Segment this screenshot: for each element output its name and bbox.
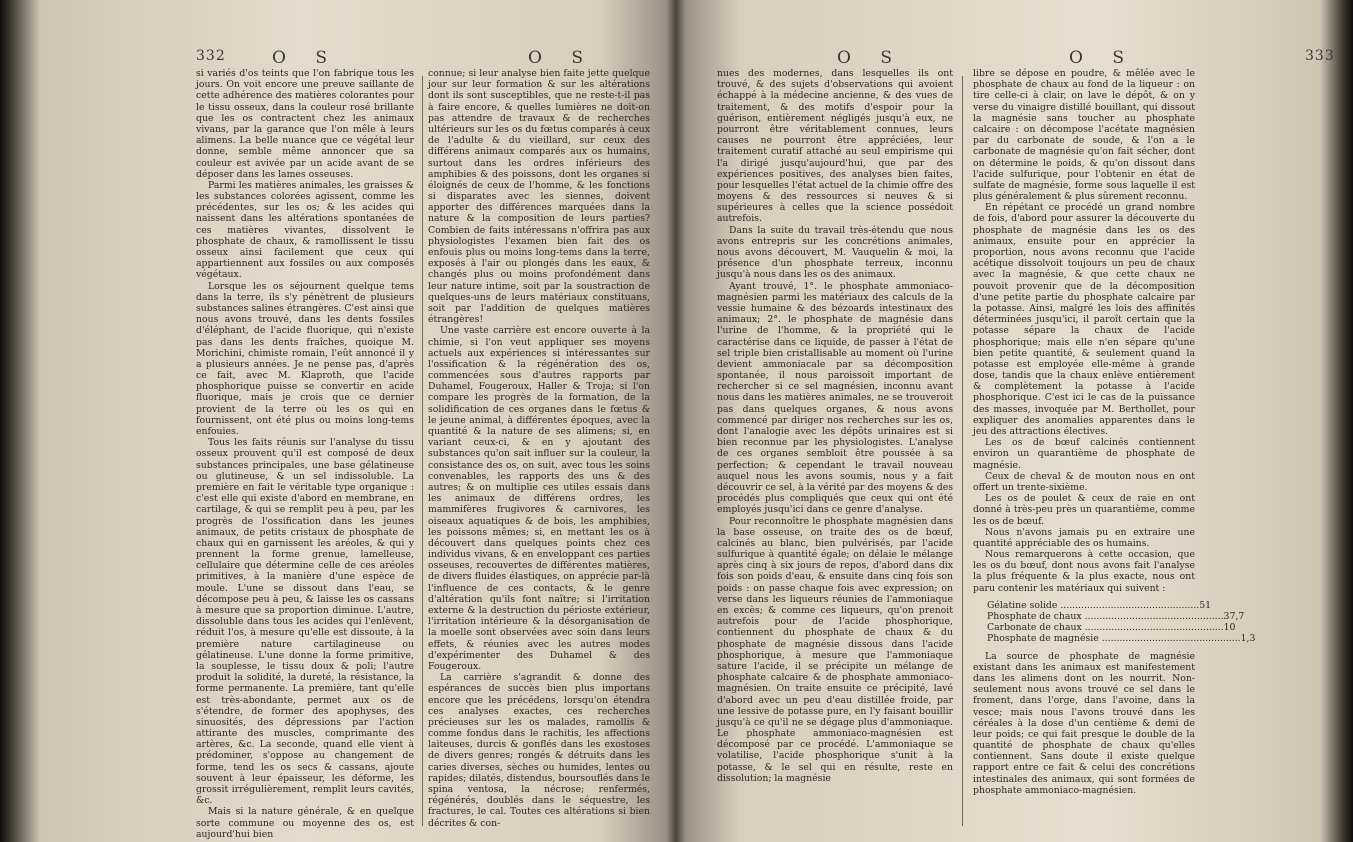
right-column-1 (717, 68, 953, 838)
paragraph: Mais si la nature générale, & en quelque sorte commune ou moyenne des os, est aujourd'hui bien (196, 806, 414, 840)
right-page (677, 40, 1353, 840)
left-column-1 (196, 68, 414, 838)
paragraph: Les os de bœuf calcinés contiennent environ un quarantième de phosphate de magnésie. (973, 437, 1195, 471)
table-value: 51 (1199, 599, 1212, 611)
paragraph: si variés d'os teints que l'on fabrique tous les jours. On voit encore une preuve saillante de cette adhérence des matières colorantes pour le tissu osseux, dans la couleur rosé brillante que les os contractent chez les animaux vivans, par la garance que l'on mêle à leurs alimens. La belle nuance que ce végétal leur donne, semble même annoncer que sa couleur est avivée par un acide avant de se déposer dans les lames osseuses. (196, 68, 414, 180)
column-divider-left (422, 76, 423, 826)
paragraph: Lorsque les os séjournent quelque tems dans la terre, ils s'y pénètrent de plusieurs substances salines étrangères. C'est ainsi que nous avons trouvé, dans les dents fossiles d'éléphant, de l'acide fluorique, qui n'existe pas dans les dents fraîches, quoique M. Morichini, chimiste romain, l'eût annoncé il y a plusieurs années. Je ne pense pas, d'après ce fait, avec M. Klaproth, que l'acide phosphorique puisse se convertir en acide fluorique, mais je crois que ce dernier provient de la terre où les os qui en fournissent, ont été plus ou moins long-tems enfouies. (196, 280, 414, 437)
paragraph: Ceux de cheval & de mouton nous en ont offert un trente-sixième. (973, 470, 1195, 493)
paragraph: Nous n'avons jamais pu en extraire une quantité appréciable des os humains. (973, 526, 1195, 549)
right-headword-inner: O S (837, 48, 904, 68)
column-divider-right (962, 76, 963, 826)
table-value: 1,3 (1240, 633, 1256, 645)
paragraph: La source de phosphate de magnésie existant dans les animaux est manifestement dans les alimens dont on les nourrit. Non-seulement nous avons trouvé ce sel dans le froment, dans l'orge, dans l'avoine, dans la vesce; mais nous l'avons trouvé dans les céréales à la dose d'un centième & demi de leur poids; ce qui fait presque le double de la quantité de phosphate de chaux qu'elles contiennent. Sans doute il existe quelque rapport entre ce fait & celui des concrétions intestinales des animaux, qui sont formées de phosphate ammoniaco-magnésien. (973, 650, 1195, 796)
paragraph: Tous les faits réunis sur l'analyse du tissu osseux prouvent qu'il est composé de deux substances principales, une base gélatineuse ou glutineuse, & un sel indissoluble. La première en fait le véritable type organique : c'est elle qui existe d'abord en membrane, en cartilage, & qui se remplit peu à peu, par les progrès de l'ossification dans les jeunes animaux, de petits cristaux de phosphate de chaux qui en garnissent les aréoles, & qui y prennent la forme grenue, lamelleuse, cellulaire que détermine celle de ces aréoles primitives, à la manière d'une espèce de moule. L'une se dissout dans l'eau, se décompose peu à peu, & laisse les os cassans à mesure que sa proportion diminue. L'autre, dissoluble dans tous les acides qui l'enlèvent, réduit l'os, à mesure qu'elle est dissoute, à la première nature cartilagineuse ou gélatineuse. L'une donne la forme primitive, la souplesse, le tissu doux & poli; l'autre produit la solidité, la dureté, la résistance, la forme permanente. La première, tant qu'elle est très-abondante, permet aux os de s'étendre, de former des apophyses, des sinuosités, des dépressions par l'action attirante des muscles, comprimante des artères, &c. La seconde, quand elle vient à prédominer, s'oppose au changement de forme, tend les os secs & cassans, ajoute souvent à leur épaisseur, les déforme, les grossit irrégulièrement, remplit leurs cavités, &c. (196, 437, 414, 807)
paragraph: nues des modernes, dans lesquelles ils ont trouvé, & des sujets d'observations qui avoient échappé à la médecine ancienne, & des vues de traitement, & des motifs d'espoir pour la guérison, entièrement négligés jusqu'à eux, ne pourront être véritablement connues, leurs causes ne pourront être appréciées, leur traitement curatif attaché au seul empirisme qui l'a dirigé jusqu'aujourd'hui, que par des expériences positives, des analyses bien faites, pour lesquelles l'état actuel de la chimie offre des moyens & des ressources si neuves & si supérieures à celles que la science possédoit autrefois. (717, 68, 953, 225)
left-headword-inner: O S (528, 48, 595, 68)
table-row (987, 633, 1256, 645)
right-headword-outer: O S (1069, 48, 1136, 68)
table-label: Carbonate de chaux ..... (987, 622, 1224, 633)
table-value: 37,7 (1223, 611, 1245, 622)
paragraph: Parmi les matières animales, les graisses & les substances colorées agissent, comme les précédentes, sur les os; & les acides qui naissent dans les altérations spontanées de ces matières vivantes, dissolvent le phosphate de chaux, & ramollissent le tissu osseux ainsi facilement que ceux qui appartiennent aux fossiles ou aux composés végétaux. (196, 179, 414, 281)
composition-table (987, 599, 1256, 645)
paragraph: libre se dépose en poudre, & mêlée avec le phosphate de chaux au fond de la liqueur : on tire celle-ci à clair, on lave le dépôt, & on y verse du vinaigre distillé bouillant, qui dissout la magnésie sans toucher au phosphate calcaire : on décompose l'acétate magnésien par du carbonate de soude, & l'on a le carbonate de magnésie qu'on fait sécher, dont on détermine le poids, & qu'on dissout dans l'acide sulfurique, pour l'obtenir en état de sulfate de magnésie, forme sous laquelle il est plus généralement & plus sûrement reconnu. (973, 68, 1195, 203)
paragraph: Ayant trouvé, 1°. le phosphate ammoniaco-magnésien parmi les matériaux des calculs de la vessie humaine & des bézoards intestinaux des animaux; 2°. le phosphate de magnésie dans l'urine de l'homme, & la propriété qui le caractérise dans ce liquide, de passer à l'état de sel triple bien cristallisable au moment où l'urine devient ammoniacale par sa décomposition spontanée, il nous paroissoit important de rechercher si ce sel magnésien, inconnu avant nous dans les matières animales, ne se trouveroit pas dans quelques organes, & nous avons commencé par diriger nos recherches sur les os, dont l'analogie avec les dépôts urinaires est si bien reconnue par les physiologistes. L'analyse de ces organes sembloit être poussée à sa perfection; & cependant le travail nouveau auquel nous les avons soumis, nous y a fait découvrir ce sel, à la vérité par des moyens & des procédés plus compliqués que ceux qui ont été employés jusqu'ici dans ce genre d'analyse. (717, 280, 953, 516)
paragraph: Pour reconnoître le phosphate magnésien dans la base osseuse, on traite des os de bœuf, calcinés au blanc, bien pulvérisés, par l'acide sulfurique à quantité égale; on délaie le mélange après cinq à six jours de repos, d'abord dans dix fois son poids d'eau, & ensuite dans cinq fois son poids : on passe chaque fois avec expression; on verse dans les liqueurs réunies de l'ammoniaque en excès; & comme ces liqueurs, qu'on prenoit autrefois pour de l'acide phosphorique, contiennent du phosphate de chaux & du phosphate de magnésie dissous dans l'acide phosphorique, à mesure que l'ammoniaque sature l'acide, il se précipite un mélange de phosphate calcaire & de phosphate ammoniaco-magnésien. On traite ensuite ce précipité, lavé d'abord avec un peu d'eau distillée froide, par une lessive de potasse pure, en l'y faisant bouillir jusqu'à ce qu'il ne se dégage plus d'ammoniaque. Le phosphate ammoniaco-magnésien est décomposé par ce procédé. L'ammoniaque se volatilise, l'acide phosphorique s'unit à la potasse, & le sel qui en résulte, reste en dissolution; la magnésie (717, 515, 953, 784)
table-label: Phosphate de magnésie ..... (987, 633, 1241, 644)
left-column-2 (428, 68, 650, 838)
left-page (0, 40, 676, 840)
table-row (987, 611, 1245, 622)
paragraph: Nous remarquerons à cette occasion, que les os du bœuf, dont nous avons fait l'analyse la plus fréquente & la plus exacte, nous ont paru contenir les matériaux qui suivent : (973, 549, 1195, 594)
right-column-2 (973, 68, 1256, 838)
paragraph: La carrière s'agrandit & donne des espérances de succès bien plus importans encore que les précédens, lorsqu'on étendra ces analyses exactes, ces recherches précieuses sur les os malades, ramollis & comme fondus dans le rachitis, les affections laiteuses, durcis & gonflés dans les exostoses de divers genres; rongés & détruits dans les caries diverses, sèches ou humides, lentes ou rapides; dilatés, distendus, boursouflés dans le spina ventosa, la nécrose; renfermés, régénérés, doublés dans le séquestre, les fractures, le cal. Toutes ces altérations si bien décrites & con- (428, 672, 650, 829)
page-number-right: 333 (1305, 48, 1335, 64)
paragraph: Les os de poulet & ceux de raie en ont donné à très-peu près un quarantième, comme les os de bœuf. (973, 493, 1195, 527)
table-value: 10 (1223, 622, 1236, 634)
paragraph: Dans la suite du travail très-étendu que nous avons entrepris sur les concrétions animales, nous avons découvert, M. Vauquelin & moi, la présence d'un phosphate terreux, inconnu jusqu'à nous dans les os des animaux. (717, 224, 953, 281)
paragraph: Une vaste carrière est encore ouverte à la chimie, si l'on veut appliquer ses moyens actuels aux expériences si intéressantes sur l'ossification & la régénération des os, commencées sous d'autres rapports par Duhamel, Fougeroux, Haller & Troja; si l'on compare les progrès de la formation, de la solidification de ces organes dans le fœtus & le jeune animal, à différentes époques, avec la quantité & la nature de ses alimens; si, en variant ceux-ci, & en y ajoutant des substances qu'on sait influer sur la couleur, la consistance des os, on suit, avec tous les soins convenables, les rapports des uns & des autres; & on multiplie ces utiles essais dans les animaux de différens ordres, les mammifères frugivores & carnivores, les oiseaux aquatiques & de bois, les amphibies, les poissons mêmes; si, en mettant les os à découvert dans quelques points chez ces individus vivans, & en enveloppant ces parties osseuses, recouvertes de différentes matières, de divers fluides élastiques, on apprécie par-là l'influence de ces contacts, & le genre d'altération qu'ils font naître; si l'irritation externe & la destruction du périoste extérieur, l'irritation intérieure & la désorganisation de la moelle sont observées avec soin dans leurs effets, & réunies avec les autres modes d'expérimenter des Duhamel & des Fougeroux. (428, 325, 650, 672)
paragraph: En répétant ce procédé un grand nombre de fois, d'abord pour assurer la découverte du phosphate de magnésie dans les os des animaux, ensuite pour en apprécier la proportion, nous avons reconnu que l'acide acétique dissolvoit toujours un peu de chaux avec la magnésie, & que cette chaux ne pouvoit provenir que de la décomposition d'une petite partie du phosphate calcaire par la potasse. Ainsi, malgré les lois des affinités déterminées jusqu'ici, il paroît certain que la potasse sépare la chaux de l'acide phosphorique; mais elle n'en sépare qu'une bien petite quantité, & seulement quand la potasse est employée elle-même à grande dose, tandis que la chaux enlève entièrement & complètement la potasse à l'acide phosphorique. C'est ici le cas de la puissance des masses, invoquée par M. Berthollet, pour expliquer des anomalies apparentes dans le jeu des attractions électives. (973, 202, 1195, 437)
paragraph: connue; si leur analyse bien faite jette quelque jour sur leur formation & sur les altérations dont ils sont susceptibles, que ne reste-t-il pas à faire encore, & quelles lumières ne doit-on pas attendre de travaux & de recherches ultérieurs sur les os du fœtus comparés à ceux de l'adulte & du vieillard, sur ceux des différens animaux comparés aux os humains, surtout dans les ordres inférieurs des amphibies & des poissons, dont les organes si éloignés de ceux de l'homme, & les fonctions si disparates avec les siennes, doivent apporter des différences marquées dans la nature & la composition de leurs parties? Combien de faits intéressans n'offrira pas aux physiologistes l'examen bien fait des os enfouis plus ou moins long-tems dans la terre, exposés à l'air ou plongés dans les eaux, & changés plus ou moins profondément dans leur nature intime, soit par la soustraction de quelques-uns de leurs matériaux constituans, soit par l'addition de quelques matières étrangères! (428, 68, 650, 326)
table-label: Phosphate de chaux ..... (987, 611, 1224, 622)
page-number-left: 332 (196, 48, 226, 64)
left-headword-outer: O S (272, 48, 339, 68)
table-row (987, 622, 1236, 634)
table-row (987, 599, 1212, 611)
table-label: Gélatine solide ..... (987, 600, 1199, 611)
